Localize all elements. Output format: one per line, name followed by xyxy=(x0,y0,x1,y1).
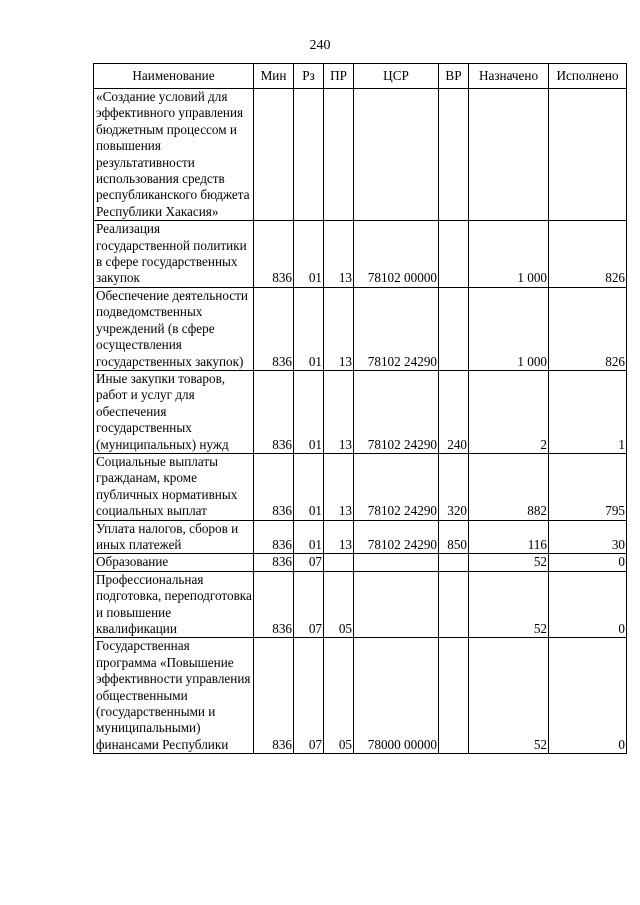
cell-min: 836 xyxy=(254,453,294,520)
cell-rz: 01 xyxy=(294,370,324,453)
table-row xyxy=(94,370,627,453)
cell-pr: 13 xyxy=(324,520,354,554)
cell-min: 836 xyxy=(254,287,294,370)
cell-csr: 78102 00000 xyxy=(354,221,439,288)
header-row xyxy=(94,64,627,89)
cell-executed: 0 xyxy=(549,554,627,571)
cell-rz xyxy=(294,89,324,221)
cell-name: «Создание условий для эффективного управления бюджетным процессом и повышения результативности использования средств республиканского бюджета Республики Хакасия» xyxy=(94,89,254,221)
table-row xyxy=(94,453,627,520)
cell-csr: 78102 24290 xyxy=(354,287,439,370)
header-assigned: Назначено xyxy=(469,64,549,89)
cell-min: 836 xyxy=(254,638,294,754)
cell-pr: 13 xyxy=(324,221,354,288)
cell-name: Обеспечение деятельности подведомственных учреждений (в сфере осуществления государственных закупок) xyxy=(94,287,254,370)
cell-min: 836 xyxy=(254,571,294,638)
table-row xyxy=(94,520,627,554)
cell-pr: 13 xyxy=(324,370,354,453)
cell-assigned: 52 xyxy=(469,554,549,571)
header-csr: ЦСР xyxy=(354,64,439,89)
cell-pr: 05 xyxy=(324,571,354,638)
header-vr: ВР xyxy=(439,64,469,89)
cell-min: 836 xyxy=(254,221,294,288)
cell-name: Иные закупки товаров, работ и услуг для обеспечения государственных (муниципальных) нужд xyxy=(94,370,254,453)
cell-assigned: 52 xyxy=(469,638,549,754)
table-row xyxy=(94,89,627,221)
cell-name: Реализация государственной политики в сфере государственных закупок xyxy=(94,221,254,288)
table-row xyxy=(94,571,627,638)
cell-executed: 826 xyxy=(549,287,627,370)
cell-assigned: 1 000 xyxy=(469,221,549,288)
cell-pr: 05 xyxy=(324,638,354,754)
cell-vr xyxy=(439,221,469,288)
cell-pr: 13 xyxy=(324,453,354,520)
cell-min: 836 xyxy=(254,520,294,554)
cell-executed: 30 xyxy=(549,520,627,554)
budget-table xyxy=(93,63,627,754)
cell-vr xyxy=(439,638,469,754)
cell-vr: 850 xyxy=(439,520,469,554)
cell-csr: 78102 24290 xyxy=(354,370,439,453)
cell-csr: 78102 24290 xyxy=(354,520,439,554)
cell-executed: 795 xyxy=(549,453,627,520)
cell-assigned: 1 000 xyxy=(469,287,549,370)
table-row xyxy=(94,638,627,754)
cell-rz: 07 xyxy=(294,638,324,754)
table-row xyxy=(94,554,627,571)
page-number: 240 xyxy=(309,38,331,53)
cell-vr: 240 xyxy=(439,370,469,453)
cell-vr xyxy=(439,287,469,370)
header-executed: Исполнено xyxy=(549,64,627,89)
cell-name: Уплата налогов, сборов и иных платежей xyxy=(94,520,254,554)
cell-executed: 1 xyxy=(549,370,627,453)
cell-pr xyxy=(324,554,354,571)
cell-pr xyxy=(324,89,354,221)
cell-name: Образование xyxy=(94,554,254,571)
cell-vr xyxy=(439,89,469,221)
header-rz: Рз xyxy=(294,64,324,89)
cell-csr: 78102 24290 xyxy=(354,453,439,520)
cell-executed: 0 xyxy=(549,638,627,754)
cell-executed: 826 xyxy=(549,221,627,288)
cell-min: 836 xyxy=(254,370,294,453)
header-name: Наименование xyxy=(94,64,254,89)
cell-rz: 01 xyxy=(294,221,324,288)
table-row xyxy=(94,221,627,288)
cell-executed: 0 xyxy=(549,571,627,638)
cell-name: Государственная программа «Повышение эффективности управления общественными (государственными и муниципальными) финансами Республики xyxy=(94,638,254,754)
cell-vr xyxy=(439,554,469,571)
cell-rz: 01 xyxy=(294,287,324,370)
cell-rz: 07 xyxy=(294,554,324,571)
header-min: Мин xyxy=(254,64,294,89)
cell-assigned: 116 xyxy=(469,520,549,554)
cell-csr xyxy=(354,571,439,638)
cell-csr xyxy=(354,89,439,221)
cell-pr: 13 xyxy=(324,287,354,370)
cell-rz: 01 xyxy=(294,520,324,554)
cell-csr xyxy=(354,554,439,571)
cell-name: Профессиональная подготовка, переподготовка и повышение квалификации xyxy=(94,571,254,638)
cell-min: 836 xyxy=(254,554,294,571)
cell-assigned: 52 xyxy=(469,571,549,638)
cell-min xyxy=(254,89,294,221)
cell-name: Социальные выплаты гражданам, кроме публичных нормативных социальных выплат xyxy=(94,453,254,520)
table-row xyxy=(94,287,627,370)
cell-vr: 320 xyxy=(439,453,469,520)
cell-rz: 01 xyxy=(294,453,324,520)
cell-csr: 78000 00000 xyxy=(354,638,439,754)
cell-executed xyxy=(549,89,627,221)
cell-rz: 07 xyxy=(294,571,324,638)
cell-assigned xyxy=(469,89,549,221)
cell-assigned: 2 xyxy=(469,370,549,453)
cell-assigned: 882 xyxy=(469,453,549,520)
header-pr: ПР xyxy=(324,64,354,89)
cell-vr xyxy=(439,571,469,638)
